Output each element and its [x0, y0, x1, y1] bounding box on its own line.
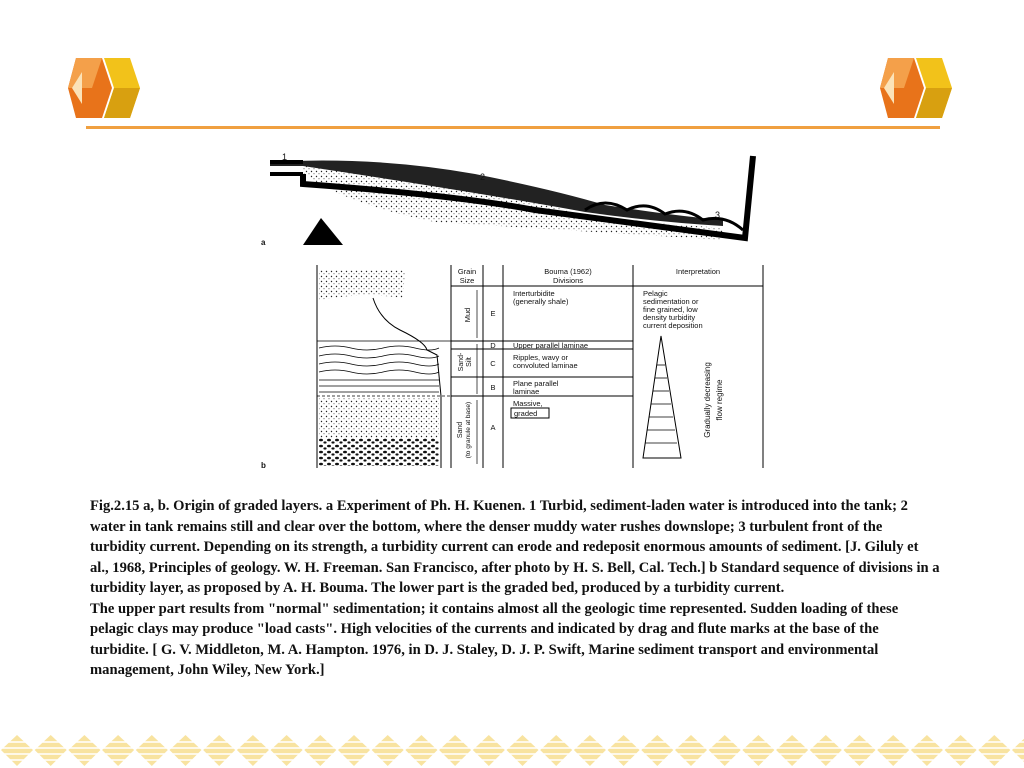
footer-diamond [35, 735, 67, 766]
callout-1: 1 [282, 152, 288, 162]
division-c-line-1: Ripples, wavy or [513, 353, 569, 362]
regime-line-1: Gradually decreasing [703, 362, 712, 438]
inflow-channel [270, 162, 303, 174]
grain-mud: Mud [463, 307, 472, 323]
panel-b-label: b [261, 461, 266, 470]
footer-diamond [439, 735, 471, 766]
division-letter-c: C [490, 359, 496, 368]
footer-diamond [203, 735, 235, 766]
flow-regime-triangle [643, 336, 681, 458]
footer-diamond [338, 735, 370, 766]
footer-diamond [776, 735, 808, 766]
figure-caption [90, 496, 940, 681]
graded-bed-fine [319, 398, 439, 438]
division-a-line-2: graded [514, 409, 538, 418]
grain-sand: Sand [457, 421, 464, 439]
footer-diamond [304, 735, 336, 766]
footer-diamond [237, 735, 269, 766]
division-b-line-1: Plane parallel [513, 379, 559, 388]
footer-diamond [507, 735, 539, 766]
division-b-line-2: laminae [513, 387, 540, 396]
footer-diamond [136, 735, 168, 766]
tank-support [303, 218, 343, 245]
division-c-line-2: convoluted laminae [513, 361, 578, 370]
division-e-line-1: Interturbidite [513, 289, 555, 298]
footer-diamond [574, 735, 606, 766]
footer-diamond [405, 735, 437, 766]
logo-left [68, 58, 142, 118]
header-size: Size [459, 276, 475, 285]
division-letter-e: E [490, 309, 496, 318]
footer-diamond [742, 735, 774, 766]
division-d-line-1: Upper parallel laminae [513, 341, 589, 350]
footer-diamond [844, 735, 876, 766]
footer-diamond [68, 735, 100, 766]
pelagic-layer [319, 270, 405, 300]
interpretation-line-5: current deposition [643, 321, 703, 330]
footer-diamond [877, 735, 909, 766]
interpretation-line-1: Pelagic [643, 289, 668, 298]
caption-paragraph-1: Fig.2.15 a, b. Origin of graded layers. a Experiment of Ph. H. Kuenen. 1 Turbid, sediment-laden water is introduced into the tank; 2 water in tank remains still and clear over the bottom, where the denser muddy water rushes downslope; 3 turbulent front of the turbidity current. Depending on its strength, a turbidity current can erode and redeposit enormous amounts of sediment. [J. Giluly et al., 1968, Principles of geology. W. H. Freeman. San Francisco, after photo by H. S. Bell, Cal. Tech.] b Standard sequence of divisions in a turbidity layer, as proposed by A. H. Bouma. The lower part is the graded bed, produced by a turbidity current. [90, 498, 940, 596]
caption-paragraph-2: The upper part results from "normal" sedimentation; it contains almost all the geologic time represented. Sudden loading of these pelagic clays may produce "load casts". High velocities of the currents and indicated by drag and flute marks at the base of the turbidite. [ G. V. Middleton, M. A. Hampton. 1976, in D. J. Staley, D. J. P. Swift, Marine sediment transport and environmental management, John Wiley, New York.] [90, 600, 899, 678]
footer-diamond [978, 735, 1010, 766]
header-rule [86, 126, 940, 129]
footer-diamond [911, 735, 943, 766]
footer-diamond [170, 735, 202, 766]
interpretation-line-3: fine grained, low [643, 305, 698, 314]
division-letter-d: D [490, 341, 496, 350]
footer-diamond [641, 735, 673, 766]
division-e-line-2: (generally shale) [513, 297, 569, 306]
header-interpretation: Interpretation [675, 267, 721, 276]
footer-diamond [608, 735, 640, 766]
header-bouma: Bouma (1962) [544, 267, 592, 276]
footer-diamond [675, 735, 707, 766]
header-divisions: Divisions [552, 276, 584, 285]
footer-diamond [473, 735, 505, 766]
figure [255, 150, 775, 475]
footer-diamond [540, 735, 572, 766]
footer-diamond [1, 735, 33, 766]
footer-diamond [102, 735, 134, 766]
footer-diamond [810, 735, 842, 766]
callout-2: 2 [480, 172, 486, 182]
grain-sand-silt-1: Sand- [458, 352, 465, 372]
header-grain: Grain [457, 267, 477, 276]
interpretation-line-4: density turbidity [643, 313, 696, 322]
division-a-line-1: Massive, [513, 399, 543, 408]
footer-diamond [271, 735, 303, 766]
division-letter-b: B [490, 383, 496, 392]
interpretation-line-2: sedimentation or [643, 297, 699, 306]
panel-a-label: a [261, 238, 266, 247]
footer-diamond [372, 735, 404, 766]
footer-pattern [0, 733, 1024, 768]
footer-diamond [945, 735, 977, 766]
graded-bed-coarse [319, 438, 439, 466]
ripple-laminae [319, 346, 439, 392]
panel-b [261, 265, 763, 470]
footer-diamond [1012, 735, 1024, 766]
callout-3: 3 [715, 210, 721, 220]
division-letter-a: A [490, 423, 496, 432]
footer-diamond [709, 735, 741, 766]
logo-right [880, 58, 954, 118]
regime-line-2: flow regime [715, 379, 724, 421]
grain-sand-silt-2: Silt [466, 357, 473, 367]
grain-granule: (to granule at base) [465, 401, 472, 459]
panel-a [261, 152, 753, 247]
